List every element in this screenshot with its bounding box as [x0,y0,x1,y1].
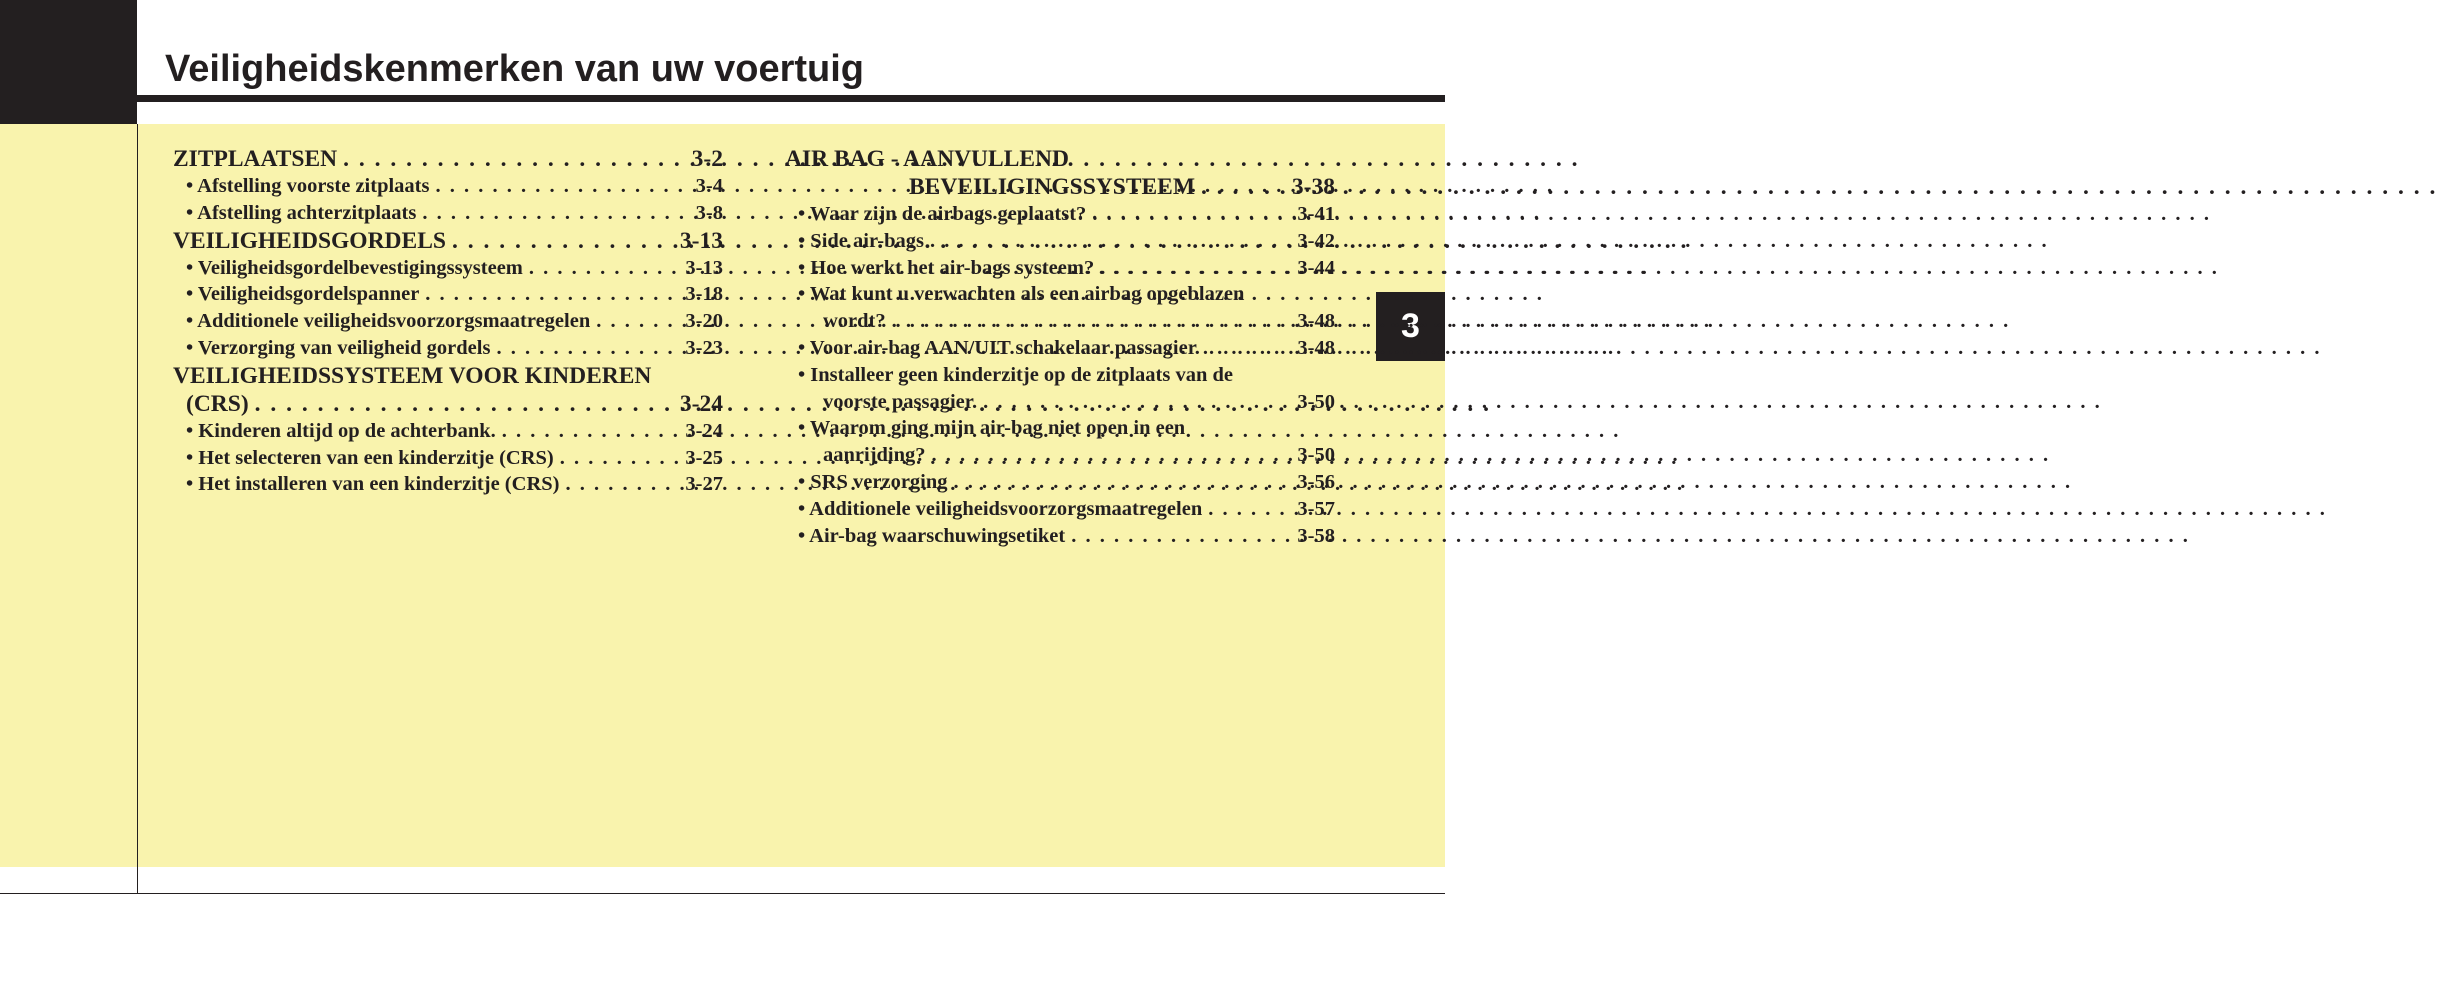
toc-label: • Air-bag waarschuwingsetiket [798,524,1066,547]
toc-label: • Voor air-bag AAN/UIT schakelaar passagier [798,336,1197,359]
leader-dots [1092,201,1293,228]
toc-entry[interactable] [785,469,1335,496]
toc-label: VEILIGHEIDSSYSTEEM VOOR KINDEREN [173,362,652,389]
leader-dots [983,389,1293,416]
toc-entry-airbag[interactable] [785,173,1335,201]
toc-entry-veiligheidsgordels[interactable] [173,227,723,255]
toc-page: 3-18 [685,283,723,306]
toc-label: AIR BAG - AANVULLEND [785,146,1069,172]
toc-entry[interactable] [785,201,1335,228]
toc-entry[interactable] [785,496,1335,523]
toc-page: 3-23 [685,336,723,359]
title-rule [137,95,1445,102]
toc-label: • Afstelling voorste zitplaats [186,175,430,197]
toc-entry[interactable] [785,308,1335,335]
toc-label: aanrijding? [823,444,926,467]
toc-label: voorste passagier. [823,390,978,413]
toc-page: 3-24 [685,419,723,442]
toc-entry[interactable] [173,173,723,200]
toc-label: • Wat kunt u verwachten als een airbag opgeblazen [798,283,1245,306]
toc-label: VEILIGHEIDSGORDELS [173,227,446,254]
toc-label: • Veiligheidsgordelspanner [186,283,420,306]
toc-label: • Veiligheidsgordelbevestigingssysteem [186,256,523,279]
toc-page: 3-50 [1297,444,1335,467]
toc-entry[interactable] [173,418,723,445]
toc-page: 3-48 [1297,336,1335,359]
corner-block [0,0,137,124]
toc-entry[interactable] [173,471,723,498]
toc-entry[interactable] [173,308,723,335]
toc-entry[interactable] [785,523,1335,550]
leader-dots [565,471,681,498]
toc-entry[interactable] [785,228,1335,255]
toc-entry[interactable] [173,255,723,282]
leader-dots [425,281,681,308]
toc-page: 3-4 [695,175,723,197]
toc-entry[interactable] [785,335,1335,362]
leader-dots [1208,496,1293,523]
toc-entry[interactable] [173,281,723,308]
toc-page: 3-2 [691,146,723,172]
toc-page: 3-8 [695,201,723,224]
toc-page: 3-38 [1291,174,1335,200]
toc-page: 3-41 [1297,203,1335,225]
leader-dots [452,227,676,255]
leader-dots [422,200,691,227]
toc-entry[interactable] [785,442,1335,469]
chapter-tab: 3 [1376,292,1445,361]
toc-label: • SRS verzorging [798,470,948,493]
leader-dots [596,308,681,335]
toc-page: 3-13 [685,256,723,279]
leader-dots [1201,173,1288,201]
leader-dots [892,308,1294,335]
toc-label: • Het installeren van een kinderzitje (CRS) [186,473,560,496]
toc-label: • Het selecteren van een kinderzitje (CRS) [186,446,554,469]
leader-dots [435,173,691,200]
toc-entry[interactable] [785,389,1335,416]
toc-page: 3-20 [685,310,723,333]
toc-label: • Waarom ging mijn air-bag niet open in een [798,417,1186,440]
toc-entry-crs-heading[interactable] [173,362,723,390]
toc-label: • Installeer geen kinderzitje op de zitplaats van de [798,363,1233,386]
leader-dots [343,145,688,173]
toc-column-left [173,145,723,498]
toc-page: 3-25 [685,446,723,469]
toc-page: 3-48 [1297,310,1335,333]
toc-label: • Side air-bags [798,229,925,252]
leader-dots [496,335,681,362]
toc-page: 3-58 [1297,524,1335,547]
leader-dots [560,445,682,472]
leader-dots [932,442,1294,469]
toc-page: 3-13 [679,227,723,254]
leader-dots [1203,335,1294,362]
toc-page: 3-50 [1297,390,1335,413]
toc-label: (CRS) [186,390,249,417]
leader-dots [930,228,1293,255]
toc-page: 3-42 [1297,229,1335,252]
leader-dots [1071,523,1293,550]
toc-entry[interactable] [173,445,723,472]
toc-label: • Afstelling achterzitplaats [186,201,417,224]
toc-page: 3-57 [1297,497,1335,520]
left-margin-rule [137,124,138,894]
toc-entry[interactable] [785,415,1335,442]
toc-entry-zitplaatsen[interactable] [173,145,723,173]
toc-label: • Verzorging van veiligheid gordels [186,336,491,359]
toc-label: • Kinderen altijd op de achterbank. [186,419,496,442]
leader-dots [1100,255,1293,282]
toc-entry[interactable] [173,200,723,227]
toc-label: wordt? [823,310,886,333]
leader-dots [255,390,676,418]
toc-page: 3-24 [679,390,723,417]
toc-page: 3-44 [1297,256,1335,279]
toc-entry[interactable] [173,335,723,362]
bottom-rule [0,893,1445,894]
leader-dots [529,255,682,282]
toc-label: BEVEILIGINGSSYSTEEM [909,174,1196,200]
toc-label: • Waar zijn de airbags geplaatst? [798,203,1087,225]
toc-label: ZITPLAATSEN [173,146,338,172]
toc-label: • Additionele veiligheidsvoorzorgsmaatregelen [186,310,591,333]
page-title: Veiligheidskenmerken van uw voertuig [165,48,865,90]
toc-entry[interactable] [785,255,1335,282]
toc-entry-airbag-heading[interactable] [785,145,1335,173]
toc-entry[interactable] [785,362,1335,389]
leader-dots [954,469,1294,496]
toc-page: 3-56 [1297,470,1335,493]
toc-label: • Hoe werkt het air-bags systeem? [798,256,1095,279]
leader-dots [502,418,682,445]
toc-column-right [785,145,1335,549]
toc-label: • Additionele veiligheidsvoorzorgsmaatregelen [798,497,1203,520]
toc-entry-crs[interactable] [173,390,723,418]
toc-entry[interactable] [785,281,1335,308]
toc-page: 3-27 [685,473,723,496]
